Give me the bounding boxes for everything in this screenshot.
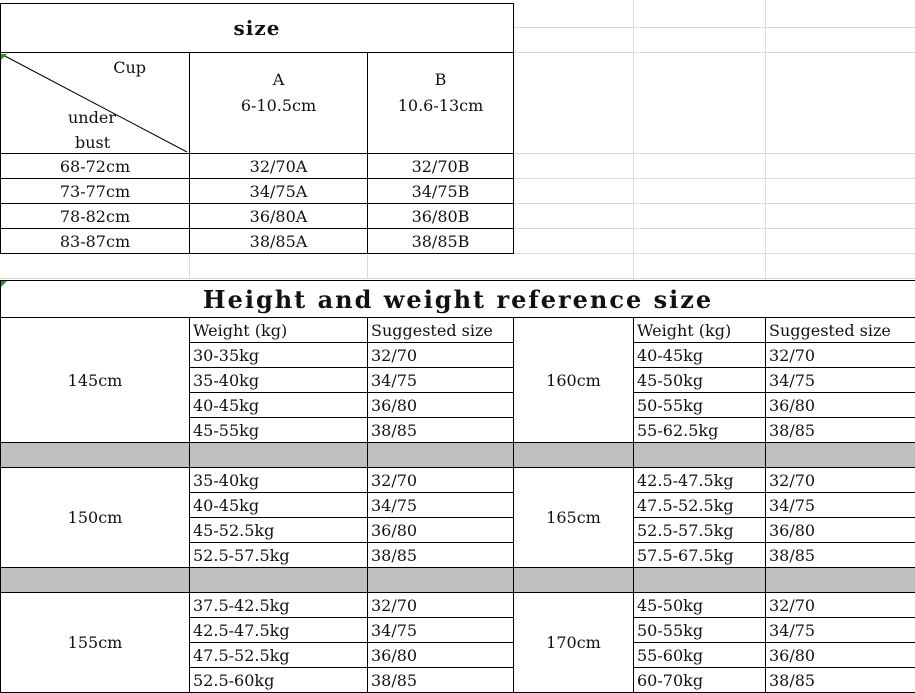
suggested-size-cell[interactable]: 34/75 — [766, 368, 915, 393]
size-table-title[interactable]: size — [1, 4, 514, 53]
gridline — [513, 253, 915, 254]
suggested-size-cell[interactable]: 32/70 — [368, 593, 514, 618]
suggested-size-cell[interactable]: 34/75 — [368, 493, 514, 518]
gridline — [513, 27, 915, 28]
suggested-size-cell[interactable]: 34/75 — [766, 618, 915, 643]
suggested-size-cell[interactable]: 36/80 — [368, 518, 514, 543]
suggested-size-cell[interactable]: 38/85 — [368, 668, 514, 693]
table-row — [1, 154, 514, 179]
bust-label: bust — [75, 133, 110, 152]
suggested-size-cell[interactable]: 36/80 — [766, 643, 915, 668]
table-row — [1, 593, 915, 618]
suggested-size-cell[interactable]: 32/70 — [766, 468, 915, 493]
weight-cell[interactable]: 45-50kg — [634, 593, 766, 618]
empty-cell[interactable] — [514, 568, 634, 593]
suggested-size-cell[interactable]: 38/85 — [766, 668, 915, 693]
height-cell[interactable]: 170cm — [514, 593, 634, 693]
table-row — [1, 179, 514, 204]
cell-comment-marker — [1, 281, 7, 287]
gridline — [765, 0, 766, 280]
weight-cell[interactable]: 42.5-47.5kg — [190, 618, 368, 643]
cup-a-size-cell[interactable]: 36/80A — [190, 204, 368, 229]
gridline — [513, 52, 915, 53]
empty-cell[interactable] — [766, 568, 915, 593]
suggested-size-cell[interactable]: 36/80 — [368, 643, 514, 668]
weight-cell[interactable]: 45-55kg — [190, 418, 368, 443]
cup-label: Cup — [113, 58, 146, 77]
cup-a-size-cell[interactable]: 34/75A — [190, 179, 368, 204]
suggested-size-cell[interactable]: 38/85 — [766, 543, 915, 568]
weight-cell[interactable]: 50-55kg — [634, 618, 766, 643]
suggested-size-cell[interactable]: 32/70 — [766, 593, 915, 618]
weight-cell[interactable]: 35-40kg — [190, 368, 368, 393]
diagonal-header-cell[interactable] — [1, 53, 190, 154]
weight-cell[interactable]: 52.5-57.5kg — [634, 518, 766, 543]
weight-cell[interactable]: 52.5-60kg — [190, 668, 368, 693]
weight-cell[interactable]: 35-40kg — [190, 468, 368, 493]
weight-cell[interactable]: 37.5-42.5kg — [190, 593, 368, 618]
empty-cell[interactable] — [766, 443, 915, 468]
height-weight-table — [0, 280, 915, 693]
cup-b-range: 10.6-13cm — [368, 93, 513, 119]
suggested-size-header[interactable]: Suggested size — [368, 318, 514, 343]
table-row — [1, 468, 915, 493]
cup-a-range: 6-10.5cm — [190, 93, 367, 119]
weight-cell[interactable]: 47.5-52.5kg — [190, 643, 368, 668]
reference-title[interactable]: Height and weight reference size — [1, 281, 915, 318]
empty-cell[interactable] — [1, 443, 190, 468]
suggested-size-cell[interactable]: 36/80 — [368, 393, 514, 418]
empty-cell[interactable] — [190, 443, 368, 468]
cup-a-size-cell[interactable]: 38/85A — [190, 229, 368, 254]
empty-cell[interactable] — [368, 443, 514, 468]
weight-cell[interactable]: 50-55kg — [634, 393, 766, 418]
weight-cell[interactable]: 47.5-52.5kg — [634, 493, 766, 518]
weight-cell[interactable]: 40-45kg — [634, 343, 766, 368]
gridline — [513, 153, 915, 154]
under-label: under — [68, 108, 116, 127]
table-row — [1, 204, 514, 229]
suggested-size-cell[interactable]: 32/70 — [368, 343, 514, 368]
suggested-size-cell[interactable]: 36/80 — [766, 393, 915, 418]
gridline — [513, 203, 915, 204]
empty-cell[interactable] — [190, 568, 368, 593]
suggested-size-cell[interactable]: 34/75 — [368, 368, 514, 393]
suggested-size-cell[interactable]: 32/70 — [368, 468, 514, 493]
weight-header[interactable]: Weight (kg) — [634, 318, 766, 343]
cup-a-header[interactable] — [190, 53, 368, 154]
suggested-size-cell[interactable]: 34/75 — [368, 618, 514, 643]
weight-cell[interactable]: 42.5-47.5kg — [634, 468, 766, 493]
table-row — [1, 229, 514, 254]
suggested-size-cell[interactable]: 38/85 — [368, 543, 514, 568]
gridline — [513, 228, 915, 229]
weight-header[interactable]: Weight (kg) — [190, 318, 368, 343]
empty-cell[interactable] — [1, 568, 190, 593]
suggested-size-cell[interactable]: 32/70 — [766, 343, 915, 368]
weight-cell[interactable]: 52.5-57.5kg — [190, 543, 368, 568]
under-bust-cell[interactable]: 68-72cm — [1, 154, 190, 179]
gridline — [189, 255, 190, 279]
height-cell[interactable]: 150cm — [1, 468, 190, 568]
empty-cell[interactable] — [634, 443, 766, 468]
height-cell[interactable]: 160cm — [514, 318, 634, 443]
gridline — [633, 0, 634, 280]
size-rows — [1, 154, 514, 254]
weight-cell[interactable]: 45-52.5kg — [190, 518, 368, 543]
height-cell[interactable]: 155cm — [1, 593, 190, 693]
table-row — [1, 318, 915, 343]
cup-b-size-cell[interactable]: 32/70B — [368, 154, 514, 179]
gridline — [513, 178, 915, 179]
weight-cell[interactable]: 40-45kg — [190, 393, 368, 418]
suggested-size-cell[interactable]: 38/85 — [766, 418, 915, 443]
separator-row — [1, 443, 915, 468]
suggested-size-cell[interactable]: 34/75 — [766, 493, 915, 518]
separator-row — [1, 568, 915, 593]
cup-a-size-cell[interactable]: 32/70A — [190, 154, 368, 179]
cell-comment-marker — [1, 54, 7, 60]
cup-b-letter: B — [368, 67, 513, 93]
cup-b-size-cell[interactable]: 34/75B — [368, 179, 514, 204]
suggested-size-header[interactable]: Suggested size — [766, 318, 915, 343]
cup-b-size-cell[interactable]: 38/85B — [368, 229, 514, 254]
weight-cell[interactable]: 40-45kg — [190, 493, 368, 518]
under-bust-cell[interactable]: 78-82cm — [1, 204, 190, 229]
cup-b-size-cell[interactable]: 36/80B — [368, 204, 514, 229]
empty-cell[interactable] — [514, 443, 634, 468]
height-cell[interactable]: 165cm — [514, 468, 634, 568]
cup-b-header[interactable] — [368, 53, 514, 154]
height-cell[interactable]: 145cm — [1, 318, 190, 443]
weight-cell[interactable]: 55-62.5kg — [634, 418, 766, 443]
gridline — [367, 255, 368, 279]
empty-cell[interactable] — [368, 568, 514, 593]
suggested-size-cell[interactable]: 36/80 — [766, 518, 915, 543]
weight-cell[interactable]: 45-50kg — [634, 368, 766, 393]
cup-a-letter: A — [190, 67, 367, 93]
cup-size-table — [0, 3, 514, 254]
weight-cell[interactable]: 30-35kg — [190, 343, 368, 368]
empty-cell[interactable] — [634, 568, 766, 593]
gridline — [0, 278, 915, 279]
suggested-size-cell[interactable]: 38/85 — [368, 418, 514, 443]
reference-rows — [1, 318, 915, 693]
weight-cell[interactable]: 60-70kg — [634, 668, 766, 693]
under-bust-cell[interactable]: 73-77cm — [1, 179, 190, 204]
under-bust-cell[interactable]: 83-87cm — [1, 229, 190, 254]
weight-cell[interactable]: 57.5-67.5kg — [634, 543, 766, 568]
weight-cell[interactable]: 55-60kg — [634, 643, 766, 668]
